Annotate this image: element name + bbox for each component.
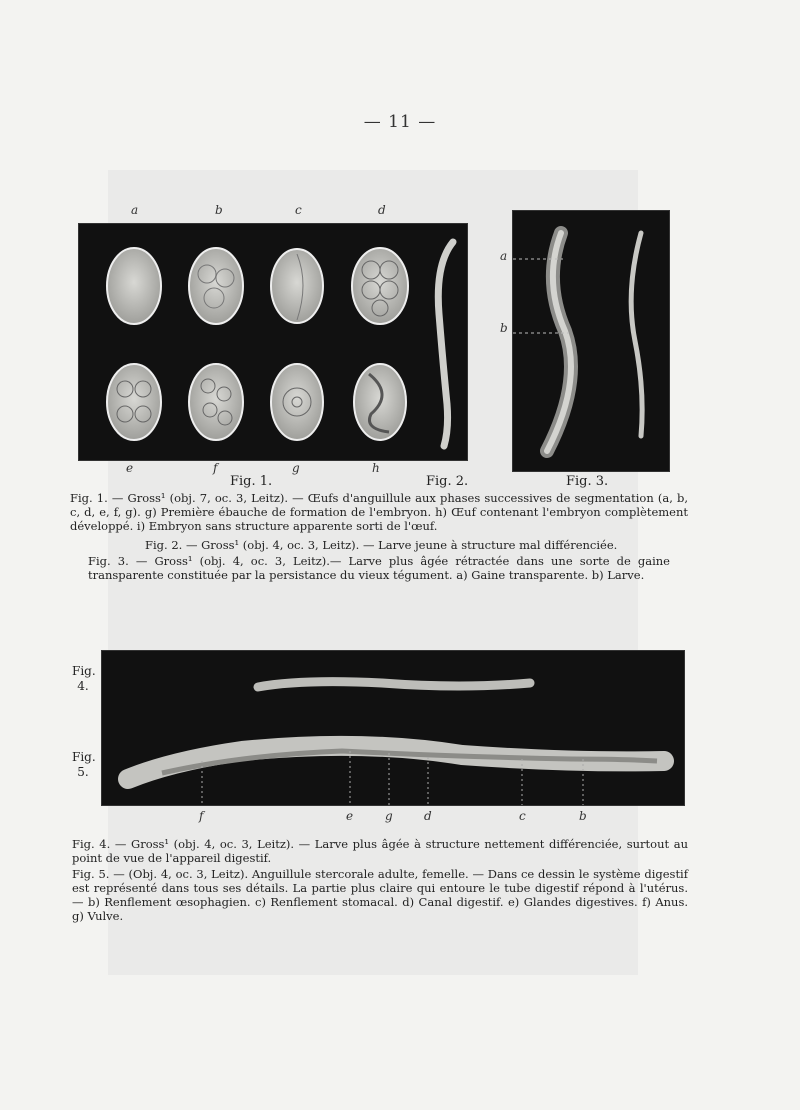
caption-fig2: Fig. 2. — Gross¹ (obj. 4, oc. 3, Leitz). — Larve jeune à structure mal différenciée.	[145, 538, 618, 552]
larva-sheath-illustration	[513, 211, 669, 471]
egg-h	[354, 364, 406, 440]
worms-illustration	[102, 651, 684, 805]
fig5-side-label: Fig. 5.	[72, 750, 96, 779]
caption-fig1: Fig. 1. — Gross¹ (obj. 7, oc. 3, Leitz). — Œufs d'anguillule aux phases successives de segmentation (a, b, c, d, e, f, g). g) Première ébauche de formation de l'embryon. h) Œuf contenant l'embryon complètement développé. i) Embryon sans structure apparente sorti de l'œuf.	[70, 491, 688, 533]
fig1-label: Fig. 1.	[230, 474, 273, 489]
page-number: — 11 —	[363, 112, 437, 132]
plate-fig3	[512, 210, 670, 472]
label-fig5-g: g	[385, 809, 393, 823]
caption-fig5: Fig. 5. — (Obj. 4, oc. 3, Leitz). Anguillule stercorale adulte, femelle. — Dans ce dessin le système digestif est représenté dans tous ses détails. La partie plus claire qui entoure le tube digestif répond à l'utérus. — b) Renflement œsophagien. c) Renflement stomacal. d) Canal digestif. e) Glandes digestives. f) Anus. g) Vulve.	[72, 867, 688, 923]
label-d: d	[378, 203, 386, 217]
label-fig5-d: d	[424, 809, 432, 823]
label-f: f	[213, 461, 218, 475]
egg-d	[352, 248, 408, 324]
label-a: a	[131, 203, 139, 217]
caption-fig3: Fig. 3. — Gross¹ (obj. 4, oc. 3, Leitz).— Larve plus âgée rétractée dans une sorte de gaine transparente constituée par la persistance du vieux tégument. a) Gaine transparente. b) Larve.	[88, 554, 670, 582]
label-fig3-a: a	[500, 249, 508, 263]
egg-c	[271, 249, 323, 323]
label-fig5-f: f	[199, 809, 204, 823]
young-larva	[438, 242, 453, 446]
label-g: g	[292, 461, 300, 475]
egg-a	[107, 248, 161, 324]
label-b: b	[215, 203, 223, 217]
fig2-label: Fig. 2.	[426, 474, 469, 489]
label-c: c	[295, 203, 302, 217]
label-fig5-e: e	[346, 809, 354, 823]
label-fig5-b: b	[579, 809, 587, 823]
label-h: h	[372, 461, 380, 475]
fig3-label: Fig. 3.	[566, 474, 609, 489]
label-fig3-b: b	[500, 321, 508, 335]
caption-fig4: Fig. 4. — Gross¹ (obj. 4, oc. 3, Leitz). — Larve plus âgée à structure nettement différenciée, surtout au point de vue de l'appareil digestif.	[72, 837, 688, 865]
plate-fig4-fig5	[101, 650, 685, 806]
egg-b	[189, 248, 243, 324]
egg-f	[189, 364, 243, 440]
egg-g	[271, 364, 323, 440]
larva-fig4	[258, 682, 530, 687]
egg-e	[107, 364, 161, 440]
plate-eggs-figure	[78, 223, 468, 461]
larva-right	[631, 233, 642, 436]
fig4-side-label: Fig. 4.	[72, 664, 96, 693]
label-fig5-c: c	[519, 809, 526, 823]
label-e: e	[126, 461, 134, 475]
eggs-illustration	[79, 224, 467, 460]
